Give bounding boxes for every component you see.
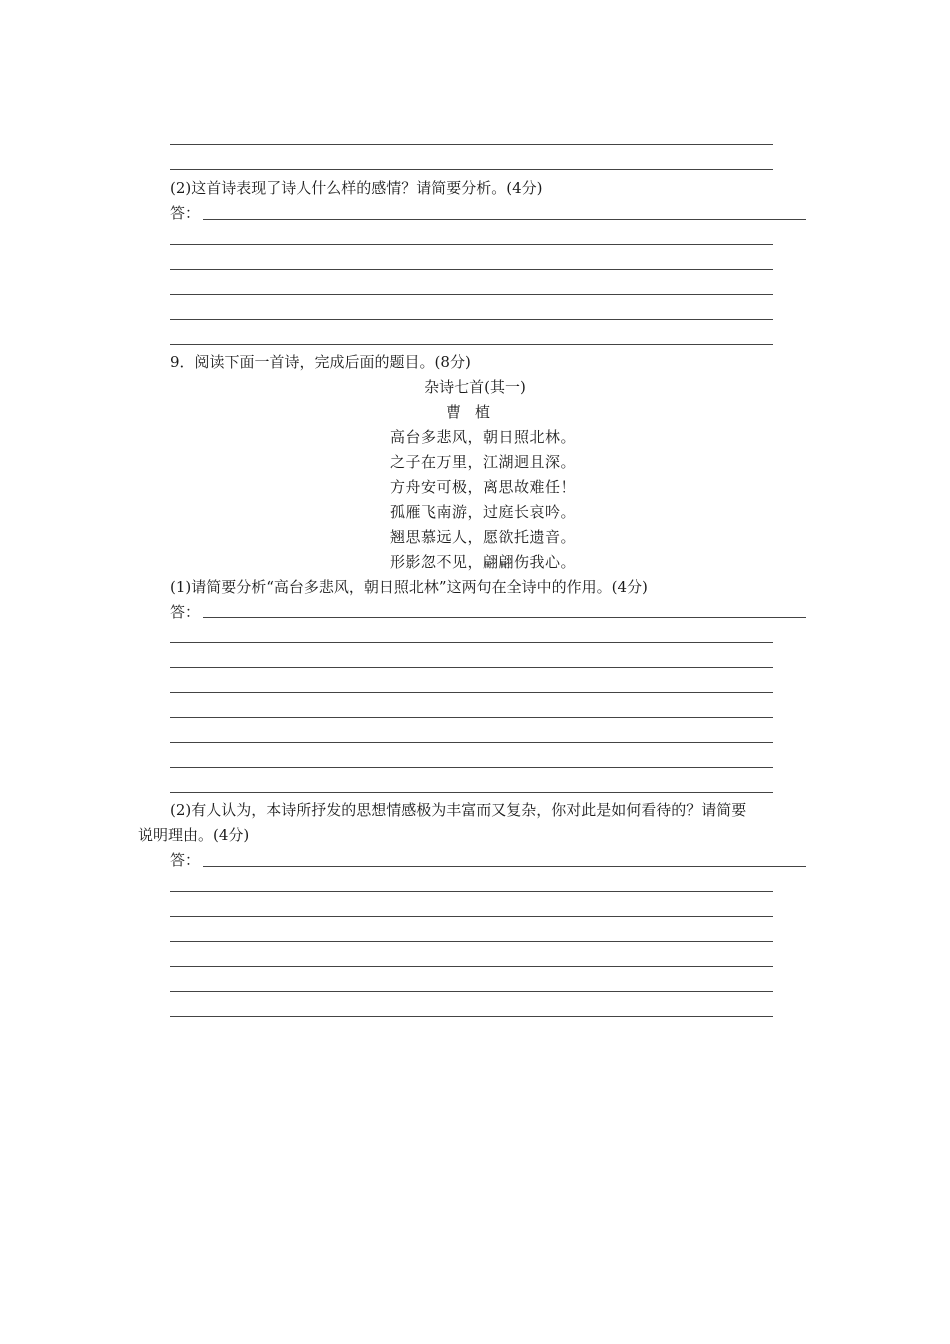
q9-heading: 9．阅读下面一首诗，完成后面的题目。(8分) — [170, 353, 471, 371]
poem-title: 杂诗七首(其一) — [424, 378, 526, 396]
answer-line[interactable] — [203, 219, 806, 220]
answer-line[interactable] — [170, 941, 773, 942]
answer-line[interactable] — [170, 344, 773, 345]
answer-line[interactable] — [170, 1016, 773, 1017]
poem-line: 形影忽不见，翩翩伤我心。 — [390, 553, 577, 571]
poem-line: 之子在万里，江湖迥且深。 — [390, 453, 577, 471]
q8-answer-label: 答： — [170, 204, 201, 222]
q9-sub2-answer-label: 答： — [170, 851, 201, 869]
q9-sub1-question: (1)请简要分析“高台多悲风，朝日照北林”这两句在全诗中的作用。(4分) — [170, 578, 648, 596]
poem-line: 方舟安可极，离思故难任！ — [390, 478, 577, 496]
answer-line[interactable] — [170, 244, 773, 245]
answer-line[interactable] — [170, 169, 773, 170]
q9-sub2-question-line1: (2)有人认为，本诗所抒发的思想情感极为丰富而又复杂，你对此是如何看待的？请简要 — [170, 801, 747, 819]
answer-line[interactable] — [170, 767, 773, 768]
q8-sub2-question: (2)这首诗表现了诗人什么样的感情？请简要分析。(4分) — [170, 179, 543, 197]
poem-author: 曹植 — [445, 403, 504, 421]
answer-line[interactable] — [170, 269, 773, 270]
answer-line[interactable] — [170, 667, 773, 668]
answer-line[interactable] — [170, 742, 773, 743]
answer-line[interactable] — [170, 991, 773, 992]
answer-line[interactable] — [170, 692, 773, 693]
poem-line: 高台多悲风，朝日照北林。 — [390, 428, 577, 446]
answer-line[interactable] — [170, 642, 773, 643]
poem-line: 翘思慕远人，愿欲托遗音。 — [390, 528, 577, 546]
answer-line[interactable] — [203, 866, 806, 867]
answer-line[interactable] — [170, 294, 773, 295]
answer-line[interactable] — [170, 319, 773, 320]
q9-sub2-question-line2: 说明理由。(4分) — [138, 826, 250, 844]
q9-sub1-answer-label: 答： — [170, 603, 201, 621]
answer-line[interactable] — [170, 966, 773, 967]
answer-line[interactable] — [170, 891, 773, 892]
answer-line[interactable] — [170, 717, 773, 718]
answer-line[interactable] — [170, 792, 773, 793]
poem-line: 孤雁飞南游，过庭长哀吟。 — [390, 503, 577, 521]
answer-line[interactable] — [170, 144, 773, 145]
answer-line[interactable] — [203, 617, 806, 618]
answer-line[interactable] — [170, 916, 773, 917]
